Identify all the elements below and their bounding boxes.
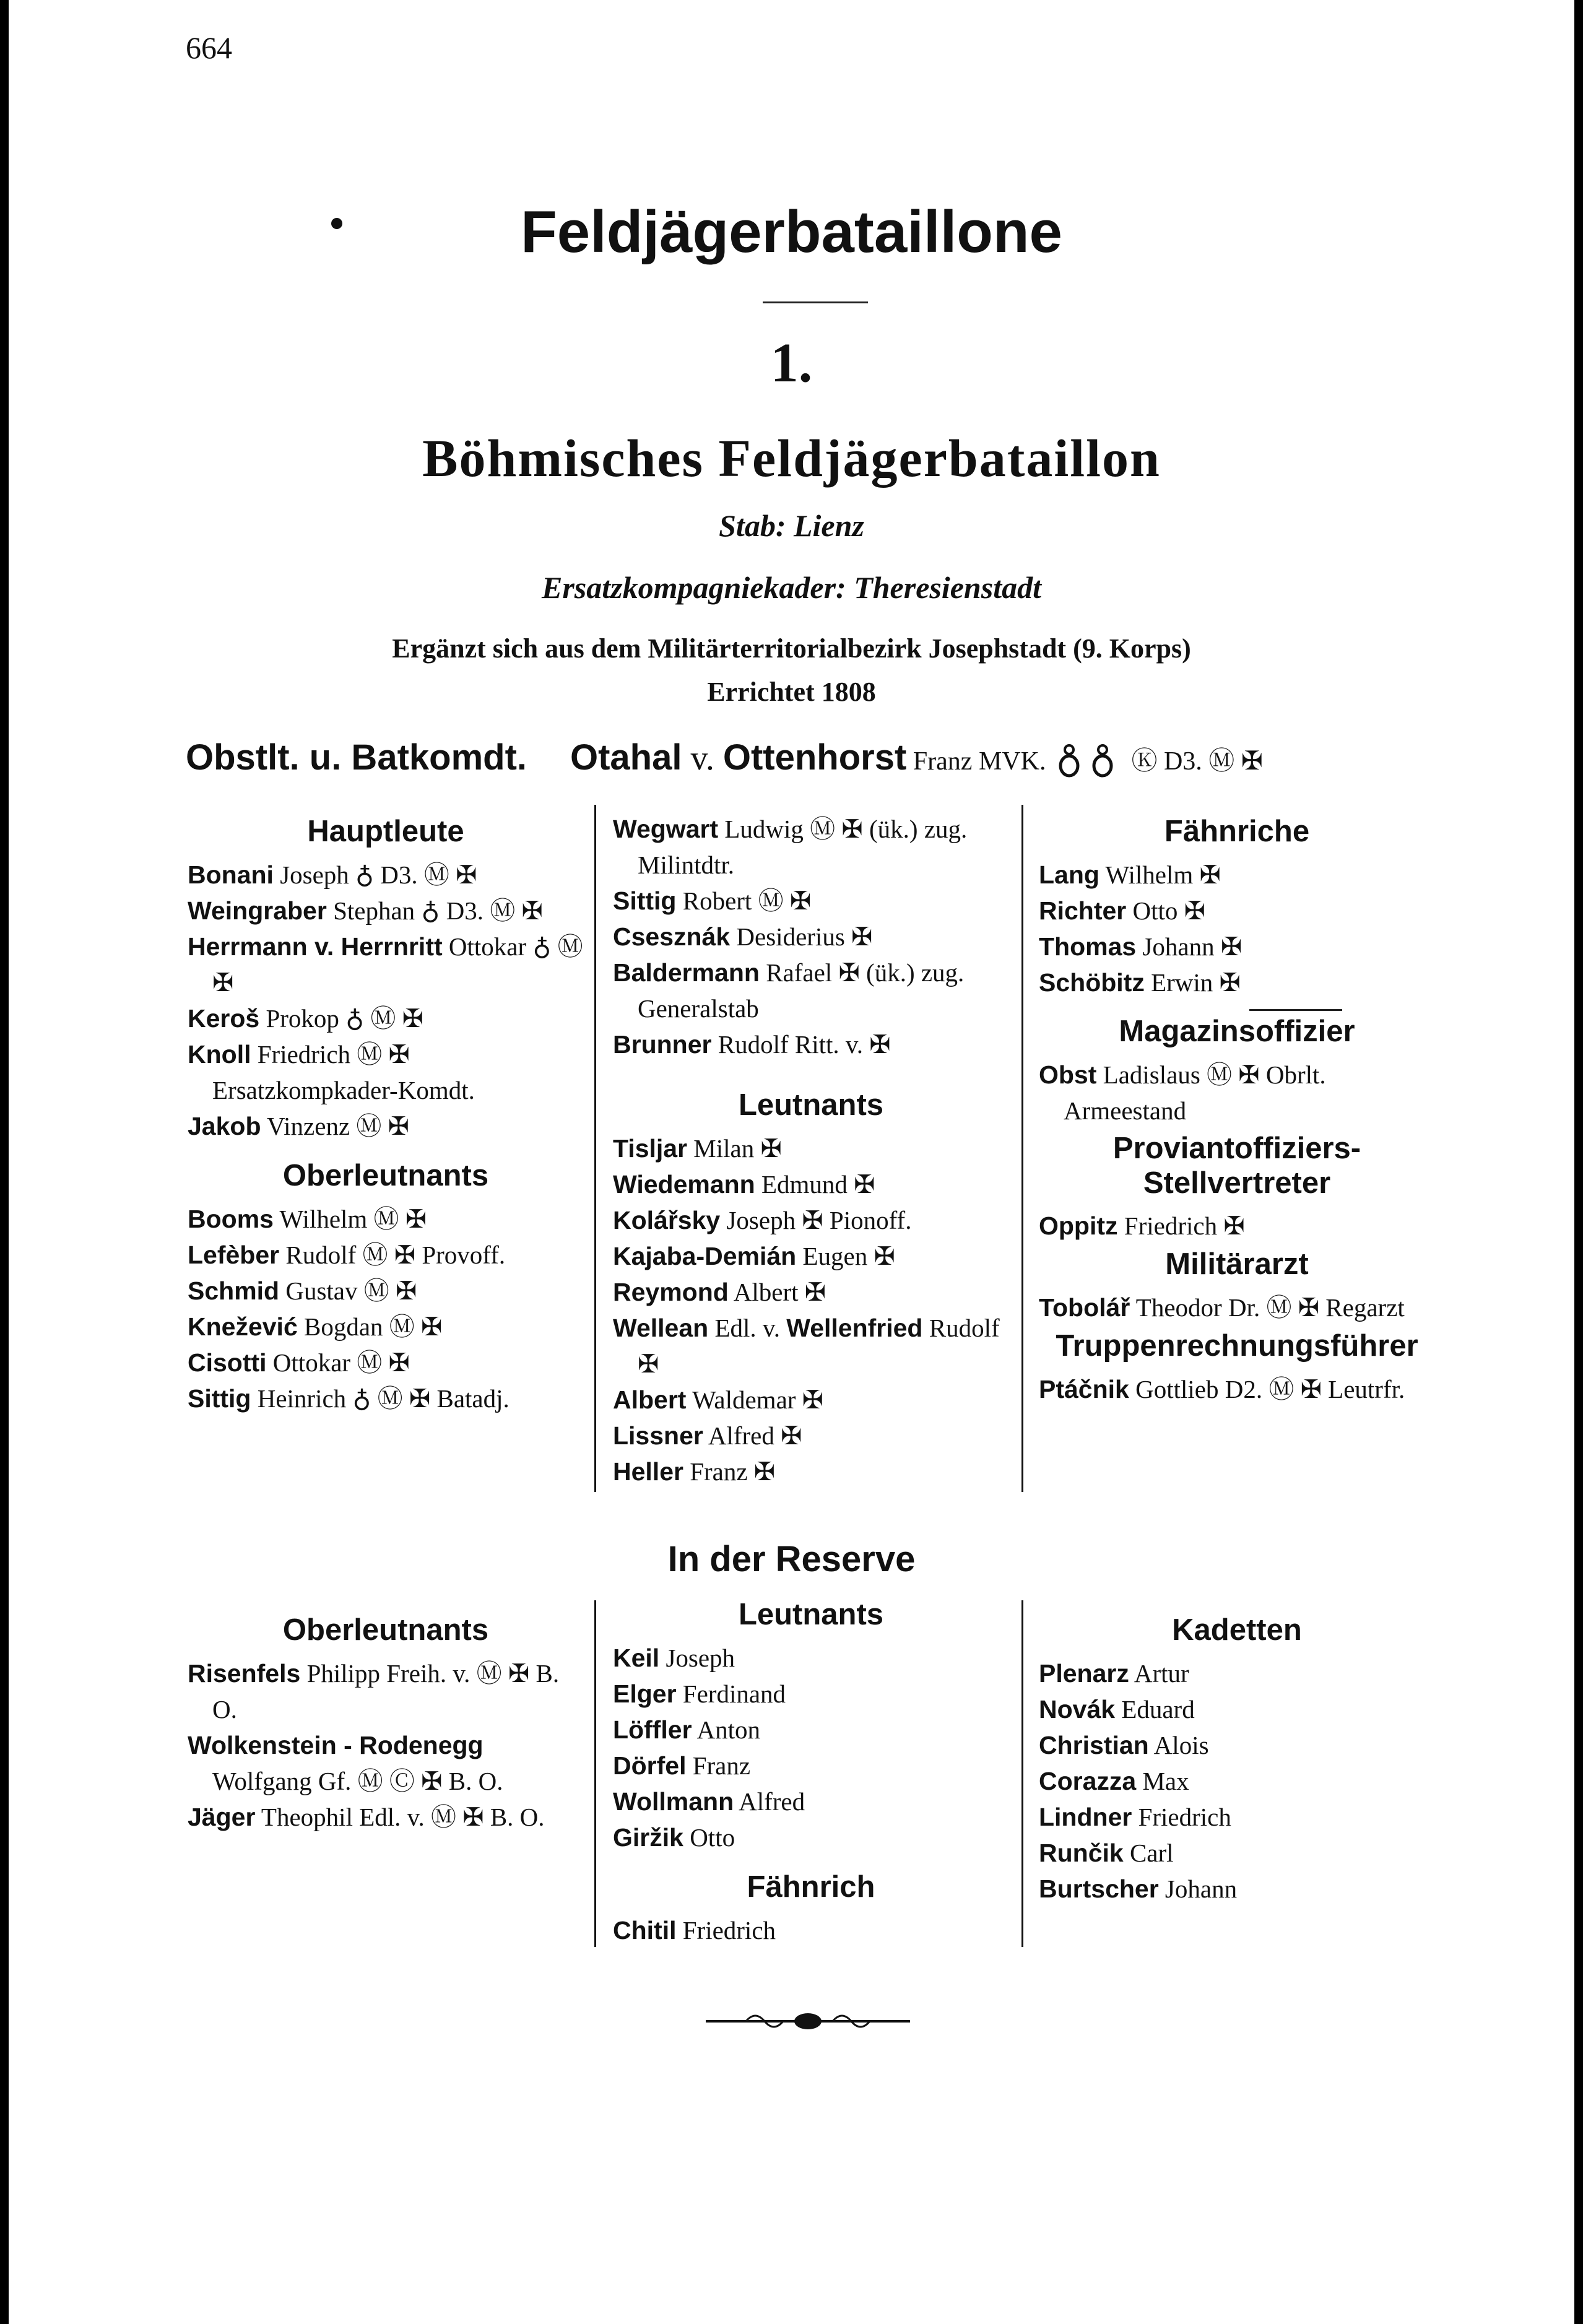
entry-details: Erwin ✠ xyxy=(1144,968,1241,997)
column-left xyxy=(188,811,584,1416)
entry-name: Albert xyxy=(613,1385,687,1414)
entry-details: Theophil Edl. v. Ⓜ ✠ B. O. xyxy=(255,1803,545,1831)
entry-name: Chitil xyxy=(613,1916,677,1945)
entry-name: Elger xyxy=(613,1680,677,1708)
militararzt-list xyxy=(1039,1290,1435,1325)
roster-entry xyxy=(613,1382,1009,1418)
battalion-number: 1. xyxy=(770,332,813,394)
roster-entry xyxy=(613,811,1009,883)
commander-mid: v. xyxy=(682,739,723,778)
entry-name: Jakob xyxy=(188,1112,261,1140)
entry-details: Eduard xyxy=(1115,1695,1195,1723)
entry-details: Albert ✠ xyxy=(728,1278,826,1306)
leutnants-list xyxy=(613,1130,1009,1489)
roster-entry xyxy=(1039,1835,1435,1871)
entry-details: Stephan ♁ D3. Ⓜ ✠ xyxy=(326,896,543,925)
entry-details: Joseph ♁ D3. Ⓜ ✠ xyxy=(273,861,477,889)
section-title: Feldjägerbataillone xyxy=(521,199,1062,265)
roster-entry xyxy=(188,1655,584,1727)
commander-name2: Ottenhorst xyxy=(722,737,907,778)
entry-name: Sittig xyxy=(188,1384,251,1413)
entry-details: Franz ✠ xyxy=(683,1457,776,1486)
entry-details: Johann ✠ xyxy=(1136,932,1243,961)
roster-entry xyxy=(1039,1290,1435,1325)
column-rule-right xyxy=(1021,805,1023,1492)
reserve-leutnants-list xyxy=(613,1640,1009,1855)
entry-name: Plenarz xyxy=(1039,1659,1129,1688)
leutnants-heading: Leutnants xyxy=(738,1088,884,1122)
roster-entry xyxy=(1039,965,1435,1000)
page-number: 664 xyxy=(186,30,232,65)
roster-entry xyxy=(188,1381,584,1416)
entry-name: Bonani xyxy=(188,861,274,889)
stab-line: Stab: Lienz xyxy=(719,508,864,543)
roster-entry xyxy=(613,1274,1009,1310)
entry-details: Ottokar Ⓜ ✠ xyxy=(266,1348,410,1377)
roster-entry xyxy=(1039,857,1435,893)
roster-entry xyxy=(613,1784,1009,1819)
entry-name: Wegwart xyxy=(613,815,719,843)
reserve-column-left xyxy=(188,1610,584,1835)
entry-name: Brunner xyxy=(613,1030,712,1059)
reserve-fahnrich-heading: Fähnrich xyxy=(747,1870,875,1904)
entry-name: Löffler xyxy=(613,1715,692,1744)
roster-entry xyxy=(188,1000,584,1036)
entry-name: Obst xyxy=(1039,1060,1097,1089)
reserve-column-right xyxy=(1039,1610,1435,1907)
entry-details: Friedrich xyxy=(1132,1803,1231,1831)
entry-details: Rafael ✠ (ük.) zug. Generalstab xyxy=(638,958,965,1023)
reserve-oberleutnants-list xyxy=(188,1655,584,1835)
entry-details: Otto xyxy=(683,1823,735,1852)
entry-details: Ferdinand xyxy=(676,1680,786,1708)
reserve-rule-left xyxy=(594,1600,596,1947)
entry-name: Sittig xyxy=(613,887,677,915)
roster-entry xyxy=(188,1237,584,1273)
commander-line xyxy=(186,737,1461,781)
roster-entry xyxy=(613,955,1009,1026)
middle-list xyxy=(613,811,1009,1062)
entry-name: Csesznák xyxy=(613,922,731,951)
entry-details: Carl xyxy=(1123,1839,1174,1867)
entry-details: Eugen ✠ xyxy=(796,1242,895,1270)
roster-entry xyxy=(1039,1655,1435,1691)
roster-entry xyxy=(1039,1208,1435,1244)
errichtet-line: Errichtet 1808 xyxy=(707,677,876,707)
entry-name: Giržik xyxy=(613,1823,683,1852)
hauptleute-heading: Hauptleute xyxy=(307,815,464,848)
entry-details: Edl. v. xyxy=(708,1314,787,1342)
entry-details: Gottlieb D2. Ⓜ ✠ Leutrfr. xyxy=(1129,1375,1405,1403)
entry-name: Herrmann v. Herrnritt xyxy=(188,932,443,961)
entry-name: Keroš xyxy=(188,1004,260,1033)
entry-details: Edmund ✠ xyxy=(755,1170,875,1199)
entry-details: Vinzenz Ⓜ ✠ xyxy=(261,1112,409,1140)
militararzt-heading: Militärarzt xyxy=(1165,1247,1309,1281)
column-right xyxy=(1039,811,1435,1407)
roster-entry xyxy=(188,1201,584,1237)
roster-entry xyxy=(1039,1763,1435,1799)
entry-details: Gustav Ⓜ ✠ xyxy=(279,1277,417,1305)
roster-entry xyxy=(188,857,584,893)
roster-entry xyxy=(613,1310,1009,1382)
entry-details: Bogdan Ⓜ ✠ xyxy=(297,1312,443,1341)
entry-name: Tobolář xyxy=(1039,1293,1130,1322)
roster-entry xyxy=(613,1166,1009,1202)
roster-entry xyxy=(613,1748,1009,1784)
magazin-heading: Magazinsoffizier xyxy=(1119,1015,1355,1048)
entry-name: Thomas xyxy=(1039,932,1137,961)
fahnriche-heading: Fähnriche xyxy=(1164,815,1310,848)
roster-entry xyxy=(188,1309,584,1345)
entry-details: Rudolf ✠ xyxy=(638,1314,1000,1378)
entry-name: Weingraber xyxy=(188,896,327,925)
entry-name: Schmid xyxy=(188,1277,280,1305)
entry-name: Wellean xyxy=(613,1314,709,1342)
roster-entry xyxy=(188,1273,584,1309)
entry-name: Wellenfried xyxy=(786,1314,923,1342)
entry-name: Knežević xyxy=(188,1312,298,1341)
kadetten-heading: Kadetten xyxy=(1172,1613,1302,1647)
entry-details: Max xyxy=(1136,1767,1189,1795)
entry-details: Otto ✠ xyxy=(1126,896,1206,925)
roster-entry xyxy=(613,883,1009,919)
entry-details: Milan ✠ xyxy=(687,1134,782,1163)
entry-details: Desiderius ✠ xyxy=(730,922,873,951)
entry-name: Wolkenstein - Rodenegg xyxy=(188,1731,484,1759)
roster-entry xyxy=(613,1454,1009,1489)
roster-entry xyxy=(613,1418,1009,1454)
entry-name: Ptáčnik xyxy=(1039,1375,1129,1403)
fahnriche-list xyxy=(1039,857,1435,1000)
entry-name: Booms xyxy=(188,1205,274,1233)
magazin-list xyxy=(1039,1057,1435,1129)
entry-name: Cisotti xyxy=(188,1348,267,1377)
reserve-title: In der Reserve xyxy=(667,1539,916,1579)
roster-entry xyxy=(188,1108,584,1144)
commander-rank: Obstlt. u. Batkomdt. xyxy=(186,737,527,778)
entry-name: Burtscher xyxy=(1039,1875,1159,1903)
roster-entry xyxy=(1039,929,1435,965)
roster-entry xyxy=(1039,1799,1435,1835)
proviant-list xyxy=(1039,1208,1435,1244)
entry-details: Friedrich xyxy=(676,1916,776,1945)
entry-details: Wilhelm ✠ xyxy=(1099,861,1221,889)
entry-details: Anton xyxy=(692,1715,761,1744)
roster-entry xyxy=(1039,893,1435,929)
commander-tail: Ⓚ D3. Ⓜ ✠ xyxy=(1131,747,1263,776)
roster-entry xyxy=(1039,1871,1435,1907)
entry-name: Wiedemann xyxy=(613,1170,755,1199)
entry-details: Alfred ✠ xyxy=(703,1421,802,1450)
roster-entry xyxy=(188,893,584,929)
entry-name: Kajaba-Demián xyxy=(613,1242,797,1270)
ornament-divider-icon xyxy=(703,2006,913,2037)
roster-entry xyxy=(613,1912,1009,1948)
roster-entry xyxy=(613,1676,1009,1712)
commander-surname: Otahal xyxy=(570,737,682,778)
entry-details: Heinrich ♁ Ⓜ ✠ Batadj. xyxy=(251,1384,510,1413)
erganzt-line: Ergänzt sich aus dem Militärterritorialbezirk Josephstadt (9. Korps) xyxy=(392,633,1191,664)
kadetten-list xyxy=(1039,1655,1435,1907)
entry-details: Ludwig Ⓜ ✠ (ük.) zug. Milintdtr. xyxy=(638,815,968,879)
entry-details: Johann xyxy=(1158,1875,1238,1903)
roster-entry xyxy=(188,929,584,1000)
entry-details: Alfred xyxy=(734,1787,805,1816)
entry-name: Lindner xyxy=(1039,1803,1132,1831)
entry-name: Lefèber xyxy=(188,1241,280,1269)
battalion-title: Böhmisches Feldjägerbataillon xyxy=(422,428,1161,488)
entry-name: Lissner xyxy=(613,1421,703,1450)
entry-details: Prokop ♁ Ⓜ ✠ xyxy=(259,1004,423,1033)
decoration-icon xyxy=(1054,742,1122,781)
roster-entry xyxy=(1039,1727,1435,1763)
entry-name: Baldermann xyxy=(613,958,760,987)
roster-entry xyxy=(613,1819,1009,1855)
entry-name: Christian xyxy=(1039,1731,1149,1759)
entry-name: Oppitz xyxy=(1039,1212,1118,1240)
entry-details: Wolfgang Gf. Ⓜ Ⓒ ✠ B. O. xyxy=(212,1767,503,1795)
column-middle xyxy=(613,811,1009,1489)
title-rule xyxy=(763,301,868,303)
roster-entry xyxy=(188,1345,584,1381)
roster-entry xyxy=(188,1799,584,1835)
entry-name: Schöbitz xyxy=(1039,968,1145,997)
entry-details: Alois xyxy=(1148,1731,1209,1759)
entry-name: Lang xyxy=(1039,861,1099,889)
roster-entry xyxy=(1039,1057,1435,1129)
entry-details: Theodor Dr. Ⓜ ✠ Regarzt xyxy=(1130,1293,1405,1322)
short-rule xyxy=(1249,1009,1342,1011)
ersatz-line: Ersatzkompagniekader: Theresienstadt xyxy=(542,570,1041,605)
roster-entry xyxy=(1039,1371,1435,1407)
entry-name: Novák xyxy=(1039,1695,1116,1723)
truppen-list xyxy=(1039,1371,1435,1407)
reserve-oberleutnants-heading: Oberleutnants xyxy=(282,1613,489,1647)
entry-name: Knoll xyxy=(188,1040,251,1069)
roster-entry xyxy=(188,1036,584,1108)
entry-details: Waldemar ✠ xyxy=(686,1385,824,1414)
roster-entry xyxy=(613,1026,1009,1062)
entry-name: Heller xyxy=(613,1457,683,1486)
reserve-fahnrich-list xyxy=(613,1912,1009,1948)
roster-entry xyxy=(613,1130,1009,1166)
entry-details: Artur xyxy=(1129,1659,1189,1688)
entry-details: Rudolf Ritt. v. ✠ xyxy=(711,1030,891,1059)
entry-details: Franz xyxy=(686,1751,751,1780)
roster-entry xyxy=(613,1202,1009,1238)
proviant-heading: Proviantoffiziers-Stellvertreter xyxy=(1112,1132,1361,1200)
column-rule-left xyxy=(594,805,596,1492)
entry-name: Runčik xyxy=(1039,1839,1124,1867)
entry-details: Ladislaus Ⓜ ✠ Obrlt. Armeestand xyxy=(1064,1060,1326,1125)
entry-name: Keil xyxy=(613,1644,660,1672)
entry-name: Risenfels xyxy=(188,1659,301,1688)
roster-entry xyxy=(1039,1691,1435,1727)
commander-mvk: MVK. xyxy=(978,747,1046,776)
hauptleute-list xyxy=(188,857,584,1144)
entry-details: Joseph ✠ Pionoff. xyxy=(720,1206,912,1234)
entry-details: Joseph xyxy=(659,1644,735,1672)
roster-entry xyxy=(613,1238,1009,1274)
commander-first: Franz xyxy=(906,747,979,776)
roster-entry xyxy=(613,1640,1009,1676)
entry-details: Wilhelm Ⓜ ✠ xyxy=(273,1205,427,1233)
roster-entry xyxy=(613,1712,1009,1748)
entry-details: Robert Ⓜ ✠ xyxy=(676,887,812,915)
entry-name: Dörfel xyxy=(613,1751,687,1780)
oberleutnants-heading: Oberleutnants xyxy=(282,1159,489,1192)
entry-name: Corazza xyxy=(1039,1767,1137,1795)
entry-details: Rudolf Ⓜ ✠ Provoff. xyxy=(279,1241,506,1269)
entry-details: Ottokar ♁ Ⓜ ✠ xyxy=(212,932,583,997)
entry-details: Friedrich ✠ xyxy=(1117,1212,1245,1240)
reserve-leutnants-heading: Leutnants xyxy=(738,1598,884,1631)
roster-entry xyxy=(613,919,1009,955)
entry-name: Richter xyxy=(1039,896,1127,925)
entry-name: Reymond xyxy=(613,1278,729,1306)
reserve-column-middle xyxy=(613,1594,1009,1948)
entry-details: Friedrich Ⓜ ✠ Ersatzkompkader-Komdt. xyxy=(212,1040,475,1104)
entry-name: Kolářsky xyxy=(613,1206,721,1234)
entry-name: Tisljar xyxy=(613,1134,688,1163)
entry-name: Wollmann xyxy=(613,1787,734,1816)
entry-name: Jäger xyxy=(188,1803,256,1831)
roster-entry xyxy=(188,1727,584,1799)
truppen-heading: Truppenrechnungsführer xyxy=(1056,1329,1418,1363)
reserve-rule-right xyxy=(1021,1600,1023,1947)
entry-details: Philipp Freih. v. Ⓜ ✠ B. O. xyxy=(212,1659,560,1723)
oberleutnants-list xyxy=(188,1201,584,1416)
